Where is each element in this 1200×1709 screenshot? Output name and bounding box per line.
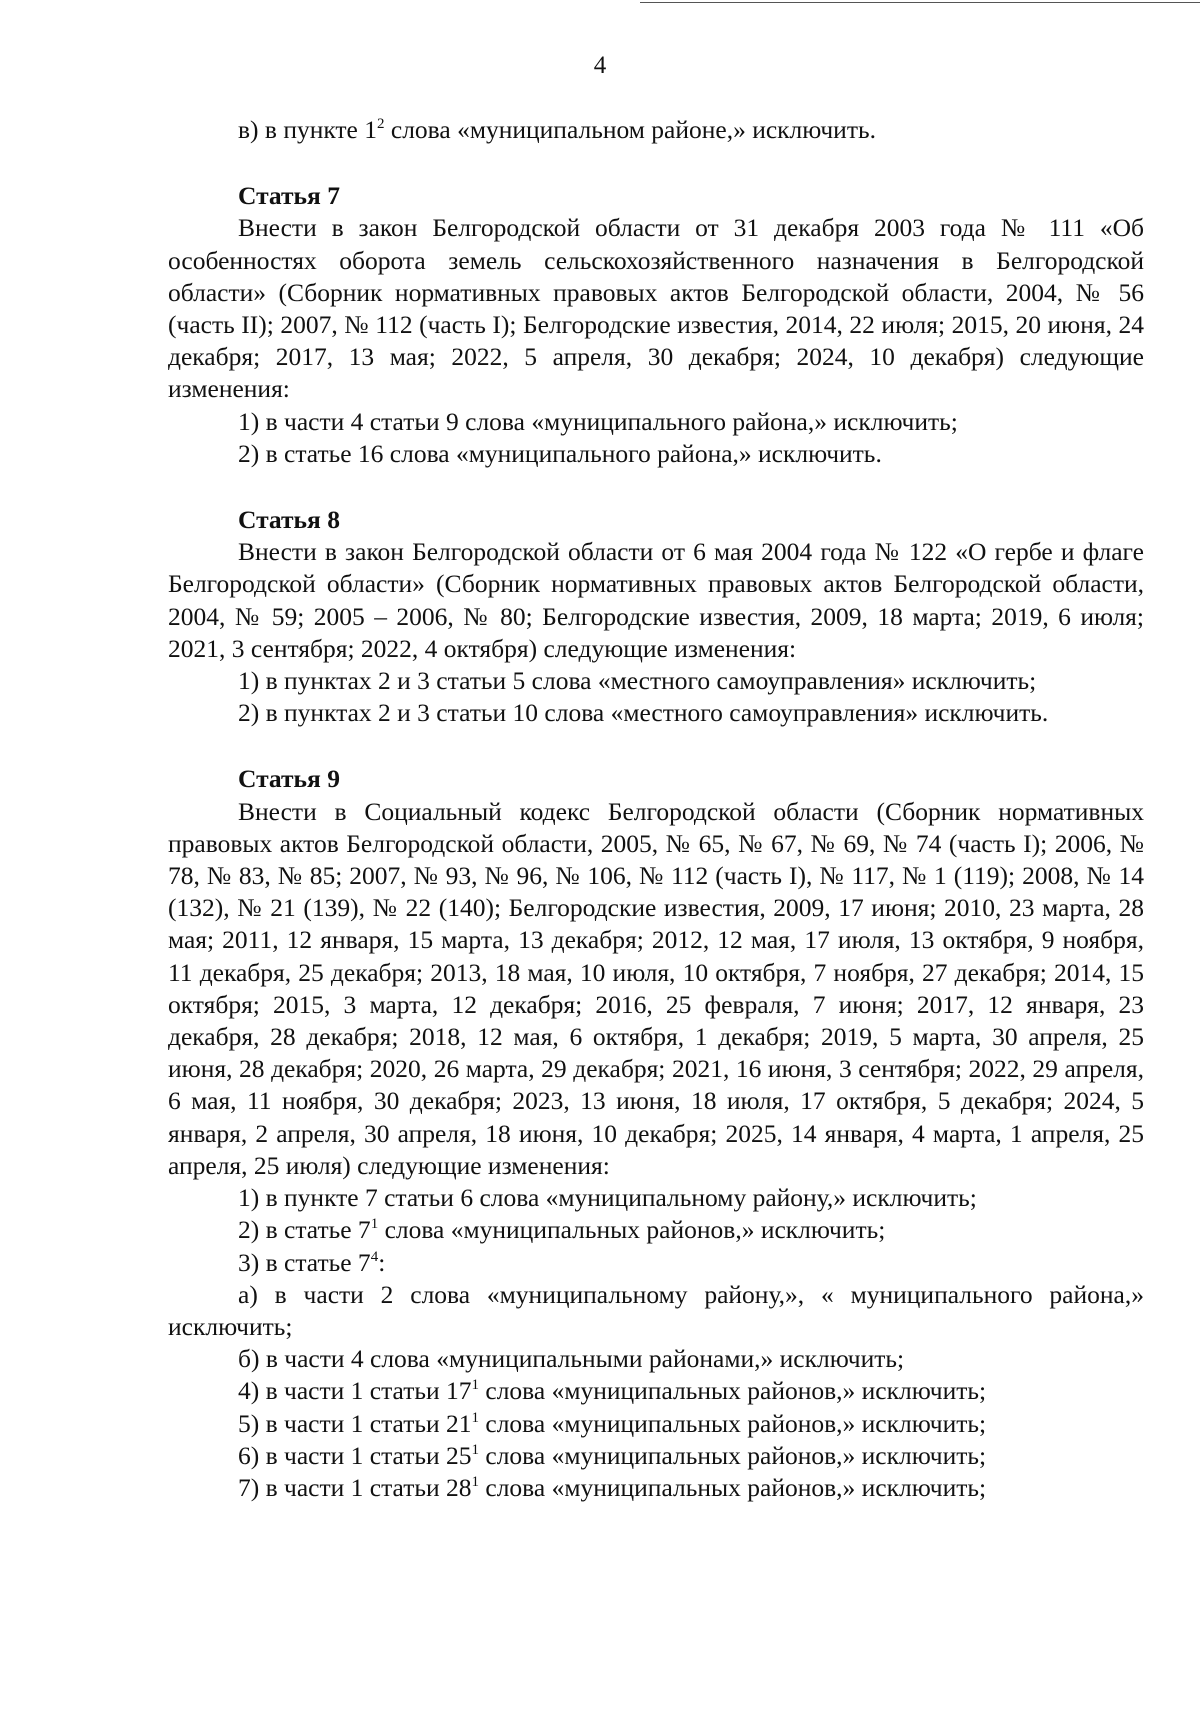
article-7 xyxy=(168,180,1144,470)
article-7-item-2: 2) в статье 16 слова «муниципального района,» исключить. xyxy=(238,438,882,468)
article-9 xyxy=(168,763,1144,1504)
article-7-body: Внести в закон Белгородской области от 31 декабря 2003 года № 111 «Об особенностях оборота земель сельскохозяйственного назначения в Белгородской области» (Сборник нормативных правовых актов Белгородской области, 2004, № 56 (часть II); 2007, № 112 (часть I); Белгородские известия, 2014, 22 июля; 2015, 20 июня, 24 декабря; 2017, 13 мая; 2022, 5 апреля, 30 декабря; 2024, 10 декабря) следующие изменения: xyxy=(168,213,1144,404)
article-7-heading: Статья 7 xyxy=(238,181,340,211)
article-9-item-3: 3) в статье $7^4$: xyxy=(238,1247,386,1277)
article-9-heading: Статья 9 xyxy=(238,764,340,794)
article-9-body: Внести в Социальный кодекс Белгородской области (Сборник нормативных правовых актов Белгородской области, 2005, № 65, № 67, № 69, № 74 (часть I); 2006, № 78, № 83, № 85; 2007, № 93, № 96, № 106, № 112 (часть I), № 117, № 1 (119); 2008, № 14 (132), № 21 (139), № 22 (140); Белгородские известия, 2009, 17 июня; 2010, 23 марта, 28 мая; 2011, 12 января, 15 марта, 13 декабря; 2012, 12 мая, 17 июля, 13 октября, 9 ноября, 11 декабря, 25 декабря; 2013, 18 мая, 10 июля, 10 октября, 7 ноября, 27 декабря; 2014, 15 октября; 2015, 3 марта, 12 декабря; 2016, 25 февраля, 7 июня; 2017, 12 января, 23 декабря, 28 декабря; 2018, 12 мая, 6 октября, 1 декабря; 2019, 5 марта, 30 апреля, 25 июня, 28 декабря; 2020, 26 марта, 29 декабря; 2021, 16 июня, 3 сентября; 2022, 29 апреля, 6 мая, 11 ноября, 30 декабря; 2023, 13 июня, 18 июля, 17 октября, 5 декабря; 2024, 5 января, 2 апреля, 30 апреля, 18 июня, 10 декабря; 2025, 14 января, 4 марта, 1 апреля, 25 апреля, 25 июля) следующие изменения: xyxy=(168,796,1144,1180)
article-9-item-3b: б) в части 4 слова «муниципальными районами,» исключить; xyxy=(238,1344,905,1374)
document-body xyxy=(168,114,1144,1504)
article-9-item-3a: а) в части 2 слова «муниципальному району,», « муниципального района,» исключить; xyxy=(168,1279,1144,1341)
article-7-item-1: 1) в части 4 статьи 9 слова «муниципального района,» исключить; xyxy=(238,406,958,436)
article-8-item-1: 1) в пунктах 2 и 3 статьи 5 слова «местного самоуправления» исключить; xyxy=(238,666,1037,696)
intro-item: в) в пункте $1^2$ слова «муниципальном районе,» исключить. xyxy=(238,115,876,144)
article-8 xyxy=(168,504,1144,729)
article-9-item-2: 2) в статье $7^1$ слова «муниципальных районов,» исключить; xyxy=(238,1215,886,1245)
page-number: 4 xyxy=(593,52,607,79)
top-scan-border xyxy=(640,2,1200,3)
article-9-item-5: 5) в части 1 статьи $21^1$ слова «муниципальных районов,» исключить; xyxy=(238,1408,987,1438)
article-8-body: Внести в закон Белгородской области от 6 мая 2004 года № 122 «О гербе и флаге Белгородской области» (Сборник нормативных правовых актов Белгородской области, 2004, № 59; 2005 – 2006, № 80; Белгородские известия, 2009, 18 марта; 2019, 6 июля; 2021, 3 сентября; 2022, 4 октября) следующие изменения: xyxy=(168,537,1144,663)
article-9-item-6: 6) в части 1 статьи $25^1$ слова «муниципальных районов,» исключить; xyxy=(238,1440,987,1470)
article-9-item-4: 4) в части 1 статьи $17^1$ слова «муниципальных районов,» исключить; xyxy=(238,1376,987,1406)
article-8-heading: Статья 8 xyxy=(238,505,340,535)
article-9-item-7: 7) в части 1 статьи $28^1$ слова «муниципальных районов,» исключить; xyxy=(238,1472,987,1502)
article-8-item-2: 2) в пунктах 2 и 3 статьи 10 слова «местного самоуправления» исключить. xyxy=(238,698,1049,728)
article-9-item-1: 1) в пункте 7 статьи 6 слова «муниципальному району,» исключить; xyxy=(238,1183,977,1213)
